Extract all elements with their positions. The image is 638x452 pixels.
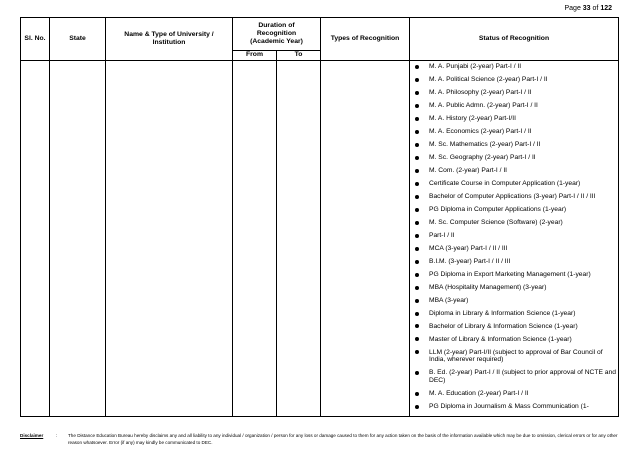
disclaimer-colon: :	[56, 433, 58, 438]
status-item: MBA (Hospitality Management) (3-year)	[413, 284, 618, 292]
cell-status	[410, 61, 619, 417]
disclaimer	[20, 432, 620, 446]
cell-from	[233, 61, 277, 417]
status-item: M. Sc. Geography (2-year) Part-I / II	[413, 154, 618, 162]
header-from: From	[233, 51, 277, 61]
status-item: Bachelor of Computer Applications (3-year) Part-I / II / III	[413, 193, 618, 201]
status-item: M. A. Political Science (2-year) Part-I / II	[413, 76, 618, 84]
header-to: To	[277, 51, 321, 61]
status-item: M. Sc. Computer Science (Software) (2-year)	[413, 219, 618, 227]
status-item: Diploma in Library & Information Science (1-year)	[413, 310, 618, 318]
page-number	[564, 5, 612, 12]
cell-sl-no	[21, 61, 50, 417]
cell-types	[321, 61, 410, 417]
header-sl-no: Sl. No.	[21, 18, 50, 61]
status-item: PG Diploma in Export Marketing Management (1-year)	[413, 271, 618, 279]
header-types: Types of Recognition	[321, 18, 410, 61]
status-item: MBA (3-year)	[413, 297, 618, 305]
status-item: M. A. History (2-year) Part-I/II	[413, 115, 618, 123]
status-item: M. Com. (2-year) Part-I / II	[413, 167, 618, 175]
header-state: State	[50, 18, 106, 61]
status-item: M. A. Public Admn. (2-year) Part-I / II	[413, 102, 618, 110]
status-item: Bachelor of Library & Information Science (1-year)	[413, 323, 618, 331]
recognition-table	[20, 17, 619, 417]
page-of: of	[590, 5, 601, 12]
status-item: Part-I / II	[413, 232, 618, 240]
cell-state	[50, 61, 106, 417]
disclaimer-text: The Distance Education Bureau hereby disclaims any and all liability to any individual / organization / person for any loss or damage caused to them for any action taken on the basis of the information available which may be due to omission, clerical errors or for any other reason whatsoever. Error (if any) may kindly be communicated to DEC.	[68, 433, 618, 445]
status-item: M. A. Economics (2-year) Part-I / II	[413, 128, 618, 136]
status-item: M. A. Punjabi (2-year) Part-I / II	[413, 63, 618, 71]
total-pages: 122	[600, 5, 612, 12]
status-item: Certificate Course in Computer Application (1-year)	[413, 180, 618, 188]
header-duration: Duration of Recognition (Academic Year)	[233, 18, 321, 51]
status-item: M. Sc. Mathematics (2-year) Part-I / II	[413, 141, 618, 149]
status-item: M. A. Education (2-year) Part-I / II	[413, 390, 618, 398]
status-item: M. A. Philosophy (2-year) Part-I / II	[413, 89, 618, 97]
cell-university	[106, 61, 233, 417]
cell-to	[277, 61, 321, 417]
header-university: Name & Type of University / Institution	[106, 18, 233, 61]
status-item: LLM (2-year) Part-I/II (subject to approval of Bar Council of India, wherever required)	[413, 349, 618, 364]
status-item: PG Diploma in Journalism & Mass Communication (1-	[413, 403, 618, 411]
current-page: 33	[582, 5, 591, 12]
header-status: Status of Recognition	[410, 18, 619, 61]
status-list	[410, 61, 618, 410]
status-item: PG Diploma in Computer Applications (1-year)	[413, 206, 618, 214]
status-item: B. Ed. (2-year) Part-I / II (subject to prior approval of NCTE and DEC)	[413, 369, 618, 384]
status-item: B.I.M. (3-year) Part-I / II / III	[413, 258, 618, 266]
status-item: Master of Library & Information Science (1-year)	[413, 336, 618, 344]
page-prefix: Page	[564, 5, 583, 12]
status-item: MCA (3-year) Part-I / II / III	[413, 245, 618, 253]
disclaimer-label: Disclaimer	[20, 433, 44, 438]
